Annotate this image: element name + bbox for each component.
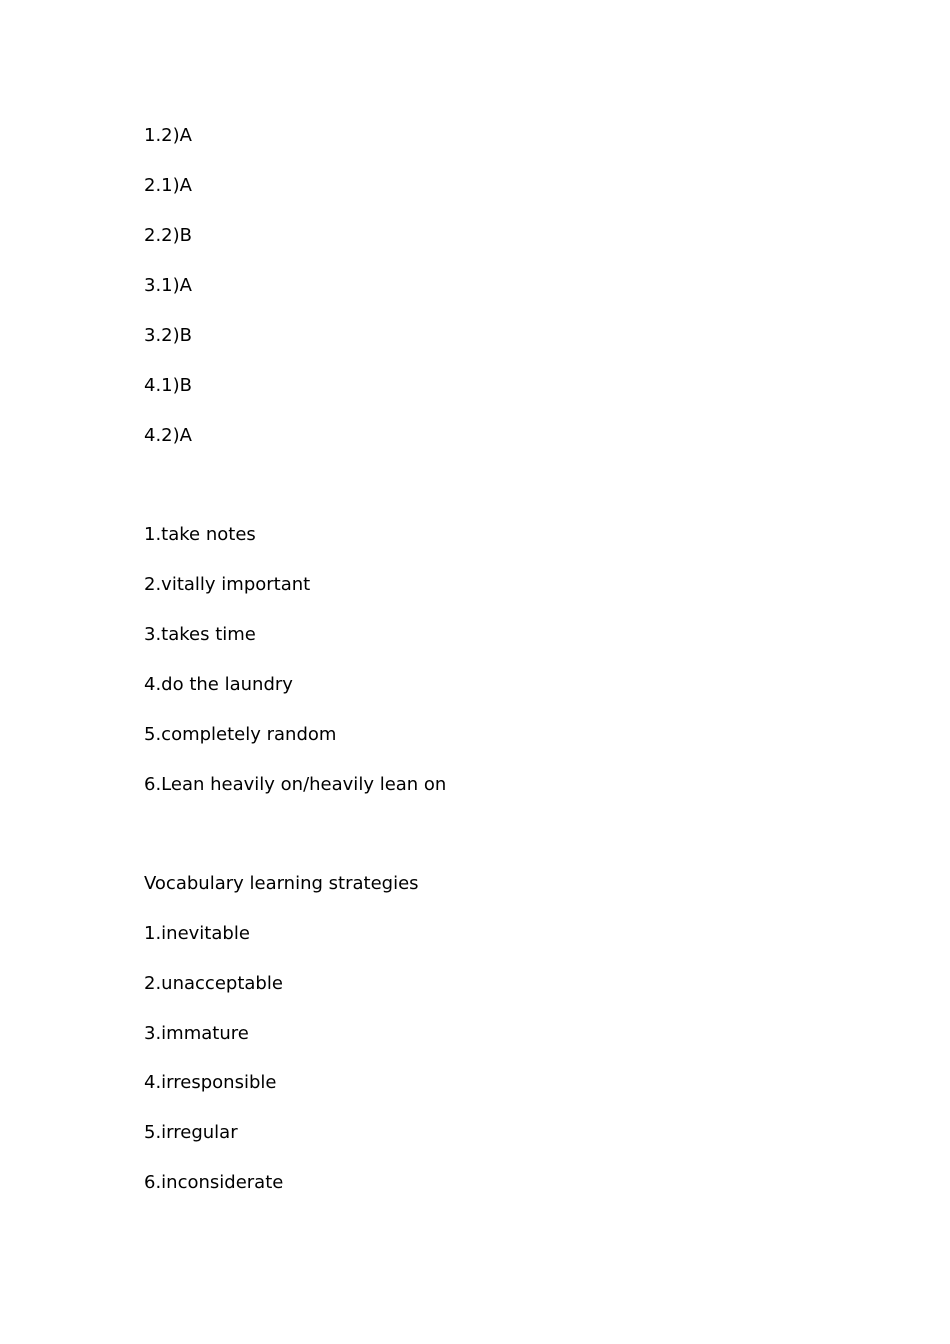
vocabulary-item: 3.immature: [144, 1023, 249, 1044]
phrase-answer-line: 6.Lean heavily on/heavily lean on: [144, 774, 447, 795]
answer-line: 2.2)B: [144, 225, 192, 246]
vocabulary-item: 2.unacceptable: [144, 973, 283, 994]
answer-line: 2.1)A: [144, 175, 192, 196]
vocabulary-item: 6.inconsiderate: [144, 1172, 284, 1193]
answer-line: 1.2)A: [144, 125, 192, 146]
answer-line: 3.1)A: [144, 275, 192, 296]
phrase-answer-line: 1.take notes: [144, 524, 256, 545]
phrase-answer-line: 5.completely random: [144, 724, 337, 745]
answer-line: 3.2)B: [144, 325, 192, 346]
answer-line: 4.2)A: [144, 425, 192, 446]
phrase-answer-line: 3.takes time: [144, 624, 256, 645]
section-heading: Vocabulary learning strategies: [144, 873, 419, 894]
vocabulary-item: 4.irresponsible: [144, 1072, 277, 1093]
phrase-answer-line: 4.do the laundry: [144, 674, 293, 695]
answer-line: 4.1)B: [144, 375, 192, 396]
vocabulary-item: 1.inevitable: [144, 923, 250, 944]
phrase-answer-line: 2.vitally important: [144, 574, 311, 595]
vocabulary-item: 5.irregular: [144, 1122, 238, 1143]
